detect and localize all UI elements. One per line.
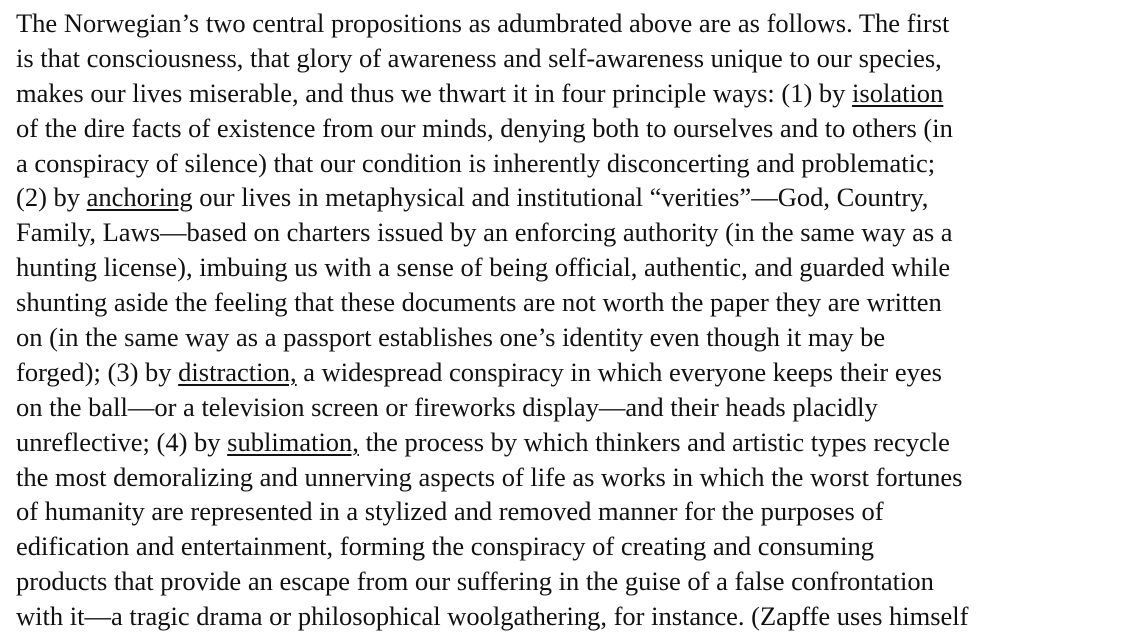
text-run: our lives in metaphysical and institutional “verities”—God, Country, [192, 182, 929, 213]
text-line [16, 285, 1126, 320]
text-line [16, 111, 1126, 146]
text-run: on (in the same way as a passport establishes one’s identity even though it may be [16, 322, 886, 353]
text-run: a widespread conspiracy in which everyone keeps their eyes [296, 356, 942, 387]
text-line [16, 76, 1126, 111]
text-run: is that consciousness, that glory of awareness and self-awareness unique to our species, [16, 42, 942, 73]
text-run: the process by which thinkers and artistic types recycle [358, 426, 950, 457]
text-run: hunting license), imbuing us with a sense of being official, authentic, and guarded while [16, 252, 951, 283]
text-run: forged); (3) by [16, 356, 179, 387]
text-line [16, 564, 1126, 599]
text-run: with it—a tragic drama or philosophical woolgathering, for instance. (Zapffe uses himself [16, 601, 969, 632]
text-run: The Norwegian’s two central propositions as adumbrated above are as follows. The first [16, 8, 950, 38]
body-paragraph [16, 6, 1126, 634]
text-run: a conspiracy of silence) that our condition is inherently disconcerting and problematic; [16, 147, 936, 178]
text-line [16, 215, 1126, 250]
text-line [16, 425, 1126, 460]
underlined-term: sublimation, [227, 426, 359, 457]
text-line [16, 390, 1126, 425]
text-run: unreflective; (4) by [16, 426, 228, 457]
text-line [16, 250, 1126, 285]
text-run: on the ball—or a television screen or fireworks display—and their heads placidly [16, 391, 878, 422]
underlined-term: isolation [852, 77, 944, 108]
text-line [16, 180, 1126, 215]
text-run: edification and entertainment, forming the conspiracy of creating and consuming [16, 531, 875, 562]
text-line [16, 320, 1126, 355]
text-line [16, 529, 1126, 564]
text-run: makes our lives miserable, and thus we thwart it in four principle ways: (1) by [16, 77, 853, 108]
underlined-term: distraction, [178, 356, 297, 387]
document-page [16, 6, 1126, 634]
underlined-term: anchoring [86, 182, 193, 213]
text-run: of humanity are represented in a stylized and removed manner for the purposes of [16, 496, 884, 527]
text-line [16, 494, 1126, 529]
text-run: the most demoralizing and unnerving aspects of life as works in which the worst fortunes [16, 461, 963, 492]
text-run: products that provide an escape from our suffering in the guise of a false confrontation [16, 566, 934, 597]
text-run: Family, Laws—based on charters issued by an enforcing authority (in the same way as a [16, 217, 953, 248]
text-line [16, 6, 1126, 41]
text-line [16, 146, 1126, 181]
text-line [16, 599, 1126, 634]
text-run: of the dire facts of existence from our minds, denying both to ourselves and to others (in [16, 112, 953, 143]
text-line [16, 41, 1126, 76]
text-run: (2) by [16, 182, 87, 213]
text-run: shunting aside the feeling that these documents are not worth the paper they are written [16, 287, 942, 318]
text-line [16, 355, 1126, 390]
text-line [16, 460, 1126, 495]
